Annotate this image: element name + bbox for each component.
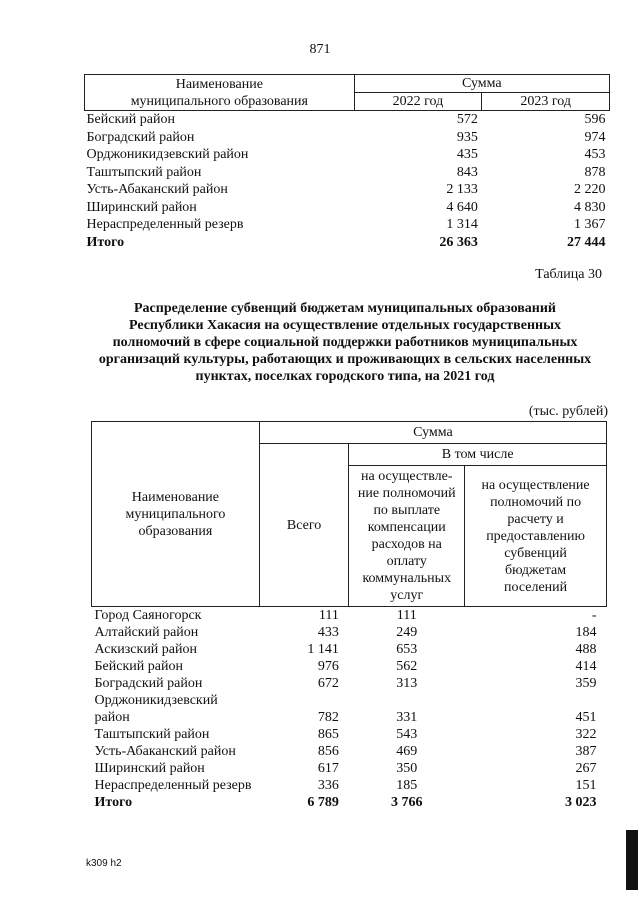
table-title: Распределение субвенций бюджетам муниципальных образований Республики Хакасия на осуществление отдельных государственных полномочий в сфере социальной поддержки работников муниципальных организаций культуры, работающих и проживающих в сельских населенных пунктах, поселках городского типа, на 2021 год xyxy=(98,301,592,384)
row-settlement-subventions: 322 xyxy=(575,727,597,742)
total-value-2022: 26 363 xyxy=(439,234,478,250)
row-value-2022: 843 xyxy=(456,164,478,180)
header-name: Наименование муниципального образования xyxy=(92,422,260,607)
table-row xyxy=(92,675,607,692)
header-sum: Сумма xyxy=(259,422,606,444)
units-label: (тыс. рублей) xyxy=(528,404,608,419)
row-value-2022: 2 133 xyxy=(446,182,478,197)
row-name: Ширинский район xyxy=(94,761,205,776)
table-row xyxy=(92,760,607,777)
row-name: Усть-Абаканский район xyxy=(86,182,228,197)
row-value-2022: 935 xyxy=(456,129,478,145)
row-total: 976 xyxy=(317,659,339,674)
row-settlement-subventions: 387 xyxy=(575,744,597,759)
row-total: 111 xyxy=(318,608,339,623)
row-total: 856 xyxy=(317,744,339,759)
row-utility-compensation: 562 xyxy=(396,659,418,674)
row-settlement-subventions: 184 xyxy=(575,625,597,640)
total-utility-compensation: 3 766 xyxy=(391,795,423,810)
total-value: 6 789 xyxy=(307,795,339,810)
row-name: Орджоникидзевский район xyxy=(86,147,249,162)
row-name: Ширинский район xyxy=(86,199,197,215)
table-total-row xyxy=(85,234,610,252)
row-name: Нераспределенный резерв xyxy=(94,778,252,793)
row-total: 336 xyxy=(317,778,339,793)
row-utility-compensation: 331 xyxy=(396,710,418,725)
row-value-2023: 878 xyxy=(584,164,606,180)
row-settlement-subventions: 359 xyxy=(575,676,597,691)
table-row xyxy=(92,658,607,675)
row-value-2023: 2 220 xyxy=(574,182,606,197)
row-name: Боградский район xyxy=(94,676,203,691)
total-label: Итого xyxy=(86,234,125,250)
row-value-2022: 1 314 xyxy=(446,217,478,232)
row-utility-compensation: 249 xyxy=(396,625,418,640)
total-value-2023: 27 444 xyxy=(567,234,606,250)
header-settlement-subventions: на осуществление полномочий по расчету и предоставлению субвенций бюджетам поселений xyxy=(465,466,607,607)
row-name: Таштыпский район xyxy=(86,164,202,180)
row-name: Нераспределенный резерв xyxy=(86,217,244,232)
table-row xyxy=(85,216,610,234)
row-name: Город Саяногорск xyxy=(94,608,202,623)
row-utility-compensation: 469 xyxy=(396,744,418,759)
footer-code: k309 h2 xyxy=(86,858,122,869)
row-name: Боградский район xyxy=(86,129,195,145)
header-sum: Сумма xyxy=(354,75,609,93)
row-value-2022: 572 xyxy=(456,112,478,127)
table-row xyxy=(85,181,610,199)
row-value-2022: 435 xyxy=(456,147,478,162)
row-name: Усть-Абаканский район xyxy=(94,744,236,759)
table-row xyxy=(85,164,610,182)
row-name: Аскизский район xyxy=(94,642,197,657)
scan-edge-mark xyxy=(626,830,638,890)
row-settlement-subventions: 151 xyxy=(575,778,597,793)
header-year-2023: 2023 год xyxy=(482,93,610,111)
row-name: Бейский район xyxy=(94,659,183,674)
header-including: В том числе xyxy=(349,444,607,466)
table-row xyxy=(92,692,607,726)
row-total: 782 xyxy=(317,710,339,725)
table-row xyxy=(92,624,607,641)
row-utility-compensation: 313 xyxy=(396,676,418,691)
row-utility-compensation: 543 xyxy=(396,727,418,742)
row-settlement-subventions: 267 xyxy=(575,761,597,776)
row-value-2023: 1 367 xyxy=(574,217,606,232)
table-total-row xyxy=(92,794,607,811)
table-row xyxy=(85,111,610,129)
table-row xyxy=(92,607,607,625)
row-settlement-subventions: 451 xyxy=(575,710,597,725)
row-utility-compensation: 185 xyxy=(396,778,418,793)
row-utility-compensation: 111 xyxy=(396,608,417,623)
row-value-2023: 596 xyxy=(584,112,606,127)
row-total: 672 xyxy=(317,676,339,691)
table-row xyxy=(85,129,610,147)
table-2022-2023 xyxy=(84,74,610,251)
row-value-2023: 453 xyxy=(584,147,606,162)
header-name: Наименование муниципального образования xyxy=(85,75,355,111)
table-row xyxy=(92,777,607,794)
row-total: 433 xyxy=(317,625,339,640)
total-label: Итого xyxy=(94,795,133,810)
row-value-2022: 4 640 xyxy=(446,199,478,215)
row-total: 1 141 xyxy=(307,642,339,657)
table-row xyxy=(92,743,607,760)
row-settlement-subventions: 488 xyxy=(575,642,597,657)
page-number: 871 xyxy=(309,42,331,57)
header-year-2022: 2022 год xyxy=(354,93,482,111)
row-total: 617 xyxy=(317,761,339,776)
table-row xyxy=(85,199,610,217)
table-row xyxy=(85,146,610,164)
row-utility-compensation: 350 xyxy=(396,761,418,776)
row-value-2023: 974 xyxy=(584,129,606,145)
header-utility-compensation: на осуществле-ние полномочий по выплате компенсации расходов на оплату коммунальных услуг xyxy=(349,466,465,607)
total-settlement-subventions: 3 023 xyxy=(565,795,597,810)
table-caption: Таблица 30 xyxy=(535,267,602,282)
row-total: 865 xyxy=(317,727,339,742)
table-subventions-2021 xyxy=(91,421,607,811)
row-name: Таштыпский район xyxy=(94,727,210,742)
table-row xyxy=(92,641,607,658)
row-name: Бейский район xyxy=(86,112,175,127)
row-settlement-subventions: - xyxy=(591,608,597,623)
row-value-2023: 4 830 xyxy=(574,199,606,215)
row-name: Орджоникидзевский район xyxy=(94,693,218,725)
header-total: Всего xyxy=(259,444,349,607)
table-row xyxy=(92,726,607,743)
row-settlement-subventions: 414 xyxy=(575,659,597,674)
row-name: Алтайский район xyxy=(94,625,199,640)
row-utility-compensation: 653 xyxy=(396,642,418,657)
